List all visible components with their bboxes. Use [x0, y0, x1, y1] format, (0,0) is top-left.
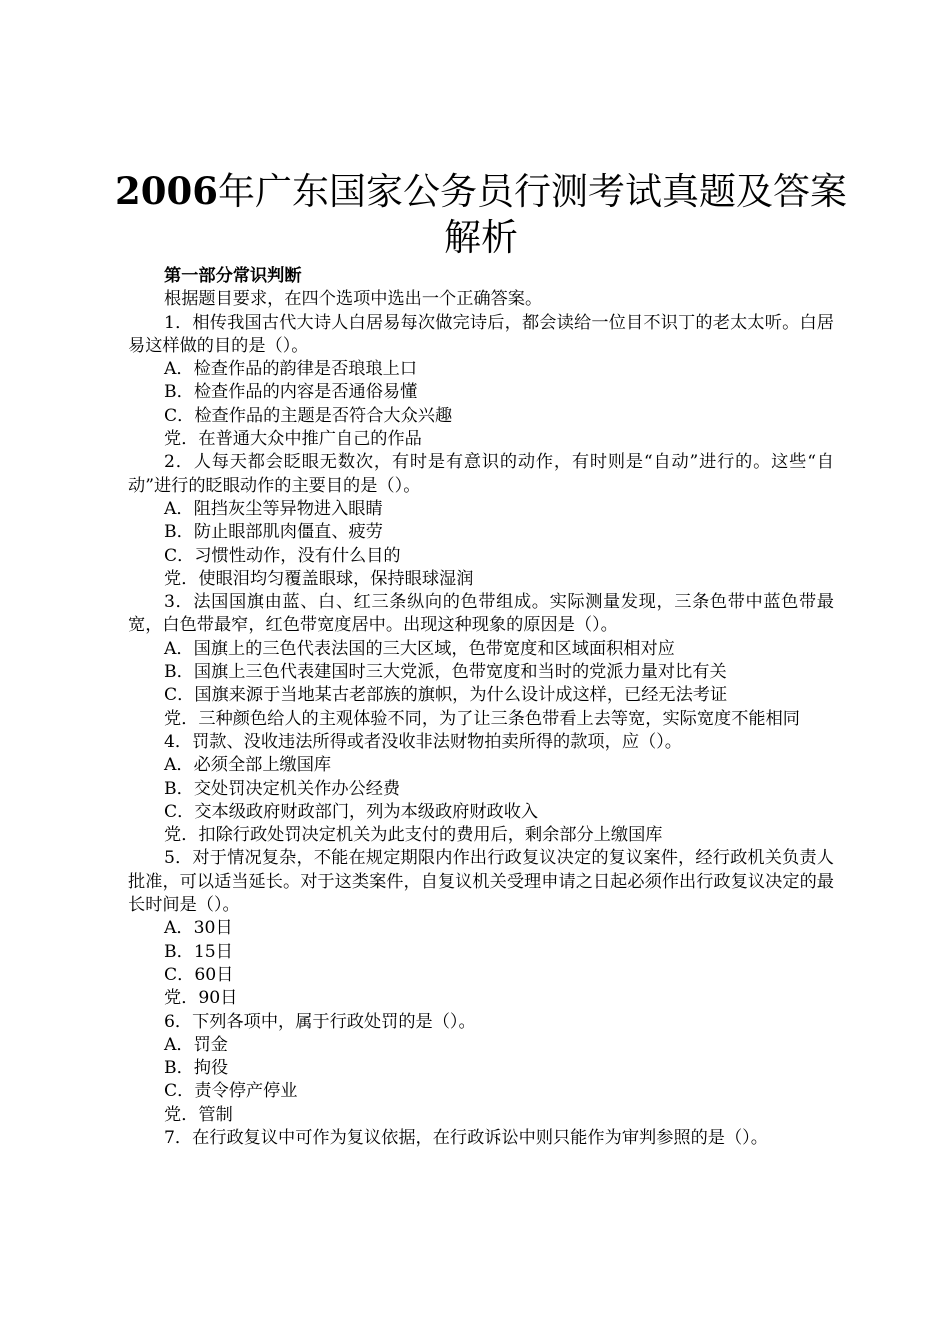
question-option: C．国旗来源于当地某古老部族的旗帜，为什么设计成这样，已经无法考证 [164, 685, 728, 706]
document-title [108, 168, 854, 261]
question-option: B．交处罚决定机关作办公经费 [164, 778, 401, 799]
question-option: C．习惯性动作，没有什么目的 [164, 545, 401, 566]
question-list [128, 312, 834, 1151]
question-option: 党．管制 [164, 1104, 233, 1125]
question-option: 党．三种颜色给人的主观体验不同，为了让三条色带看上去等宽，实际宽度不能相同 [164, 708, 800, 729]
title-main: 年广东国家公务员行测考试真题及答案 [217, 170, 847, 213]
question-option: A．检查作品的韵律是否琅琅上口 [164, 359, 418, 380]
question-option: 党．扣除行政处罚决定机关为此支付的费用后，剩余部分上缴国库 [164, 825, 663, 846]
question-option: B．检查作品的内容是否通俗易懂 [164, 382, 418, 403]
question-option: A．30日 [164, 918, 233, 939]
question-option: B．15日 [164, 941, 233, 962]
question-option: 党．90日 [164, 988, 238, 1009]
question-option: B．防止眼部肌肉僵直、疲劳 [164, 522, 383, 543]
question-stem: 6．下列各项中，属于行政处罚的是（）。 [164, 1011, 476, 1032]
question-option: A．必须全部上缴国库 [164, 755, 332, 776]
title-year: 2006 [115, 169, 218, 213]
question-option: C．60日 [164, 964, 234, 985]
question-option: C．交本级政府财政部门，列为本级政府财政收入 [164, 801, 539, 822]
question-stem: 5．对于情况复杂，不能在规定期限内作出行政复议决定的复议案件，经行政机关负责人批准，可以适当延长。对于这类案件，自复议机关受理申请之日起必须作出行政复议决定的最长时间是（）。 [128, 848, 834, 916]
question-option: A．罚金 [164, 1034, 228, 1055]
question-stem: 3．法国国旗由蓝、白、红三条纵向的色带组成。实际测量发现，三条色带中蓝色带最宽，白色带最窄，红色带宽度居中。出现这种现象的原因是（）。 [128, 592, 834, 636]
question-option: A．国旗上的三色代表法国的三大区域，色带宽度和区域面积相对应 [164, 638, 675, 659]
document-page [115, 168, 847, 1150]
question-stem: 4．罚款、没收违法所得或者没收非法财物拍卖所得的款项，应（）。 [164, 731, 682, 752]
question-stem: 2．人每天都会眨眼无数次，有时是有意识的动作，有时则是“自动”进行的。这些“自动”进行的眨眼动作的主要目的是（）。 [128, 452, 834, 496]
question-option: B．国旗上三色代表建国时三大党派，色带宽度和当时的党派力量对比有关 [164, 662, 727, 683]
question-option: 党．在普通大众中推广自己的作品 [164, 429, 422, 450]
question-option: C．责令停产停业 [164, 1081, 298, 1102]
section-heading: 第一部分常识判断 [164, 266, 302, 286]
question-option: A．阻挡灰尘等异物进入眼睛 [164, 498, 383, 519]
question-option: C．检查作品的主题是否符合大众兴趣 [164, 405, 453, 426]
instructions: 根据题目要求，在四个选项中选出一个正确答案。 [164, 289, 543, 310]
question-stem: 1．相传我国古代大诗人白居易每次做完诗后，都会读给一位目不识丁的老太太听。白居易这样做的目的是（）。 [128, 312, 834, 356]
question-option: 党．使眼泪均匀覆盖眼球，保持眼球湿润 [164, 568, 474, 589]
title-line-2: 解析 [444, 216, 518, 259]
question-stem: 7．在行政复议中可作为复议依据，在行政诉讼中则只能作为审判参照的是（）。 [164, 1127, 768, 1148]
question-option: B．拘役 [164, 1058, 229, 1079]
